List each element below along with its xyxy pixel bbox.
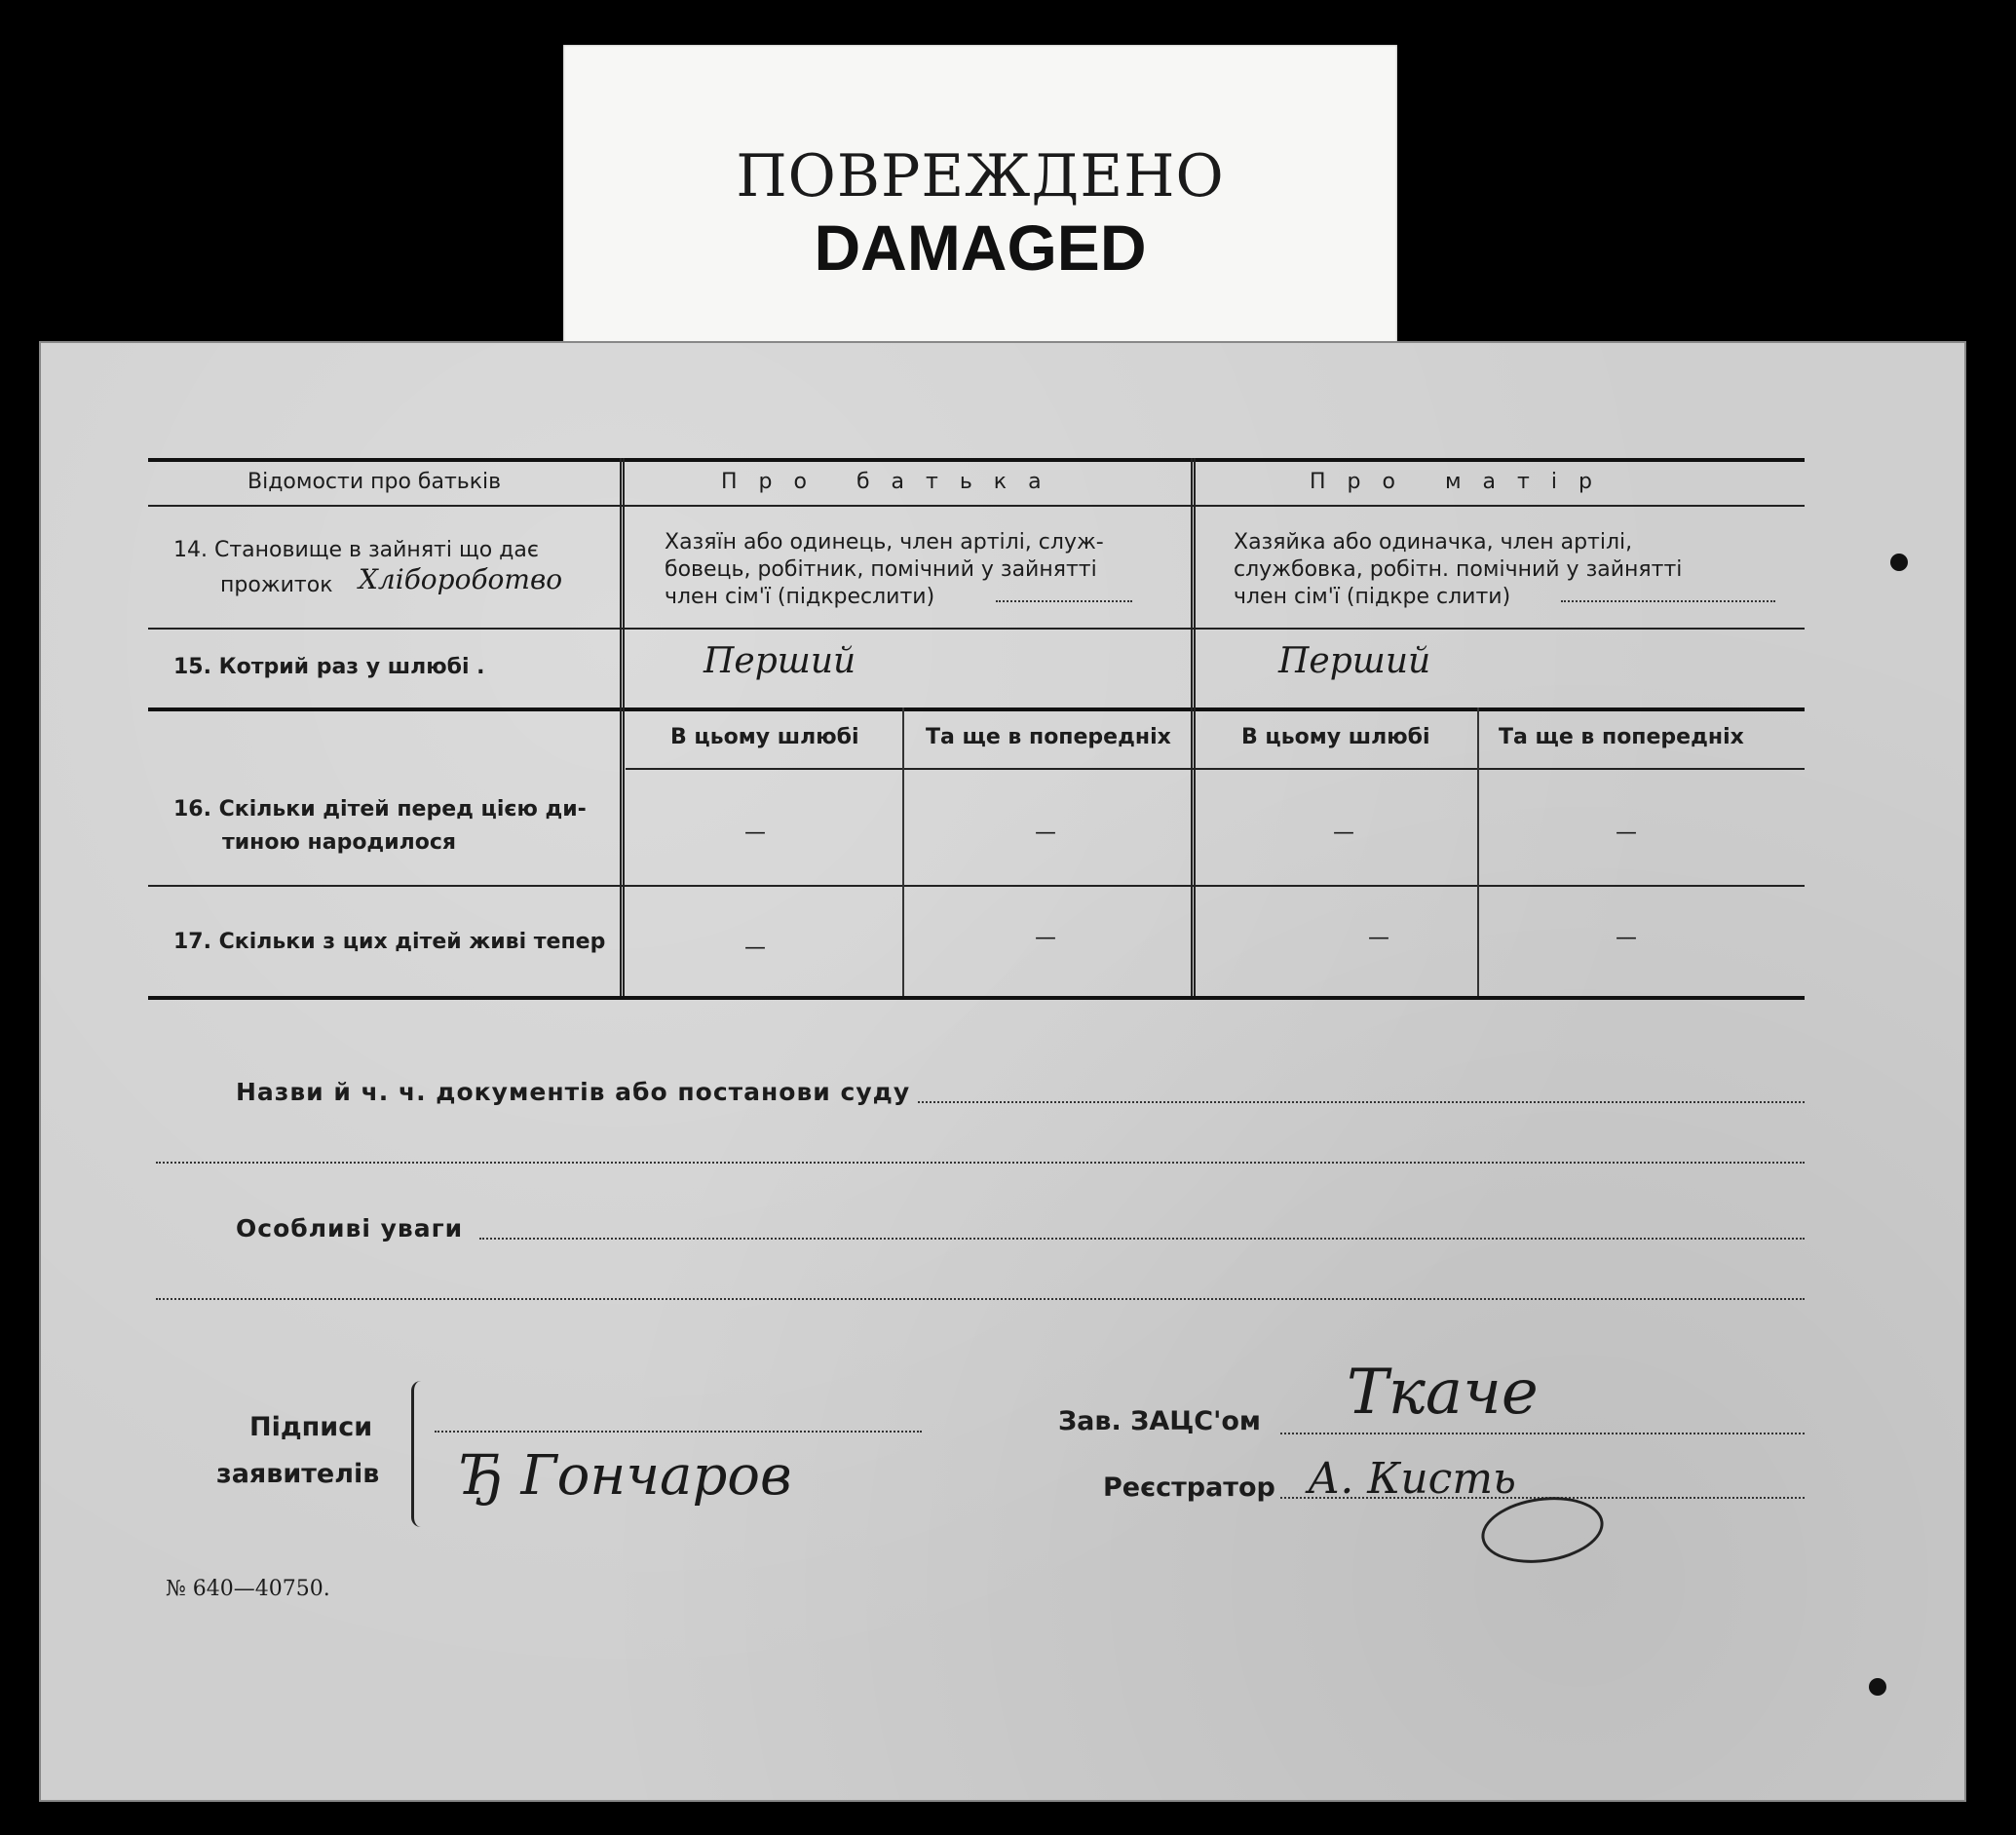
- notes-dotted-line-2: [156, 1298, 1805, 1300]
- row14-father-line3: член сім'ї (підкреслити): [665, 585, 935, 609]
- table-header-col1: Відомости про батьків: [247, 470, 502, 494]
- row16-value-father-previous: —: [1035, 821, 1056, 845]
- subheader-mother-previous: Та ще в попередніх: [1499, 725, 1744, 749]
- row14-label-line1: 14. Становище в зайняті що дає: [173, 538, 539, 562]
- table-header-mother: Про матір: [1310, 470, 1614, 494]
- registrar-signature: А. Кисть: [1308, 1454, 1517, 1504]
- row17-value-father-previous: —: [1035, 926, 1056, 950]
- applicant-signature-line-1: [435, 1431, 922, 1433]
- row17-value-mother-this: —: [1368, 926, 1389, 950]
- subheader-mother-this-marriage: В цьому шлюбі: [1241, 725, 1430, 749]
- table-row14-divider: [148, 628, 1805, 630]
- table-col1-divider: [620, 458, 625, 996]
- row14-father-line1: Хазяїн або одинець, член артілі, служ-: [665, 530, 1104, 554]
- documents-label: Назви й ч. ч. документів або постанови суду: [236, 1078, 911, 1106]
- row17-value-father-this: —: [744, 936, 766, 960]
- form-number: № 640—40750.: [166, 1577, 330, 1601]
- row15-mother-handwritten: Перший: [1278, 641, 1431, 681]
- notes-dotted-line-1: [479, 1238, 1805, 1240]
- applicants-label-line2: заявителів: [216, 1459, 380, 1489]
- row16-value-mother-previous: —: [1616, 821, 1637, 845]
- registrar-label: Реєстратор: [1103, 1472, 1275, 1503]
- head-signature-line: [1280, 1433, 1805, 1434]
- row16-label-line1: 16. Скільки дітей перед цією ди-: [173, 797, 587, 822]
- table-header-divider: [148, 505, 1805, 507]
- applicants-label-line1: Підписи: [249, 1412, 373, 1442]
- row14-mother-line3: член сім'ї (підкре слити): [1234, 585, 1511, 609]
- documents-dotted-line-2: [156, 1162, 1805, 1164]
- row14-mother-line1: Хазяйка або одиначка, член артілі,: [1234, 530, 1633, 554]
- row14-handwritten-occupation: Хлібороботво: [359, 563, 563, 595]
- row14-father-dotted-line: [996, 600, 1132, 602]
- subheader-father-this-marriage: В цьому шлюбі: [670, 725, 859, 749]
- row14-label-line2: прожиток: [220, 573, 333, 597]
- table-row16-divider: [148, 885, 1805, 887]
- table-father-sub-divider: [902, 707, 904, 996]
- damage-label-english: DAMAGED: [814, 211, 1147, 284]
- document-sheet: [41, 343, 1964, 1800]
- head-label: Зав. ЗАЦС'ом: [1058, 1406, 1261, 1436]
- row16-label-line2: тиною народилося: [222, 830, 457, 855]
- row16-value-mother-this: —: [1333, 821, 1354, 845]
- row16-value-father-this: —: [744, 821, 766, 845]
- damage-label-card: [563, 45, 1397, 343]
- table-col-father-mother-divider: [1191, 458, 1196, 996]
- table-mother-sub-divider: [1477, 707, 1479, 996]
- row14-mother-line2: службовка, робітн. помічний у зайнятті: [1234, 557, 1683, 582]
- row17-label: 17. Скільки з цих дітей живі тепер: [173, 930, 606, 954]
- row14-father-line2: бовець, робітник, помічний у зайнятті: [665, 557, 1097, 582]
- table-subheader-divider: [626, 768, 1805, 770]
- punch-hole-bottom: [1869, 1678, 1886, 1696]
- table-row15-divider: [148, 707, 1805, 711]
- table-header-father: Про батька: [721, 470, 1063, 494]
- documents-dotted-line-1: [918, 1101, 1805, 1103]
- table-bottom-border: [148, 996, 1805, 1000]
- row14-mother-dotted-line: [1561, 600, 1775, 602]
- subheader-father-previous: Та ще в попередніх: [926, 725, 1171, 749]
- damage-label-russian: ПОВРЕЖДЕНО: [736, 142, 1225, 210]
- row17-value-mother-previous: —: [1616, 926, 1637, 950]
- applicants-brace: [411, 1381, 430, 1527]
- punch-hole-top: [1890, 554, 1908, 571]
- notes-label: Особливі уваги: [236, 1214, 464, 1242]
- row15-label: 15. Котрий раз у шлюбі .: [173, 655, 485, 679]
- head-signature: Ткаче: [1347, 1357, 1539, 1429]
- row15-father-handwritten: Перший: [704, 641, 856, 681]
- applicant-signature: Ђ Гончаров: [460, 1444, 792, 1508]
- table-top-border: [148, 458, 1805, 462]
